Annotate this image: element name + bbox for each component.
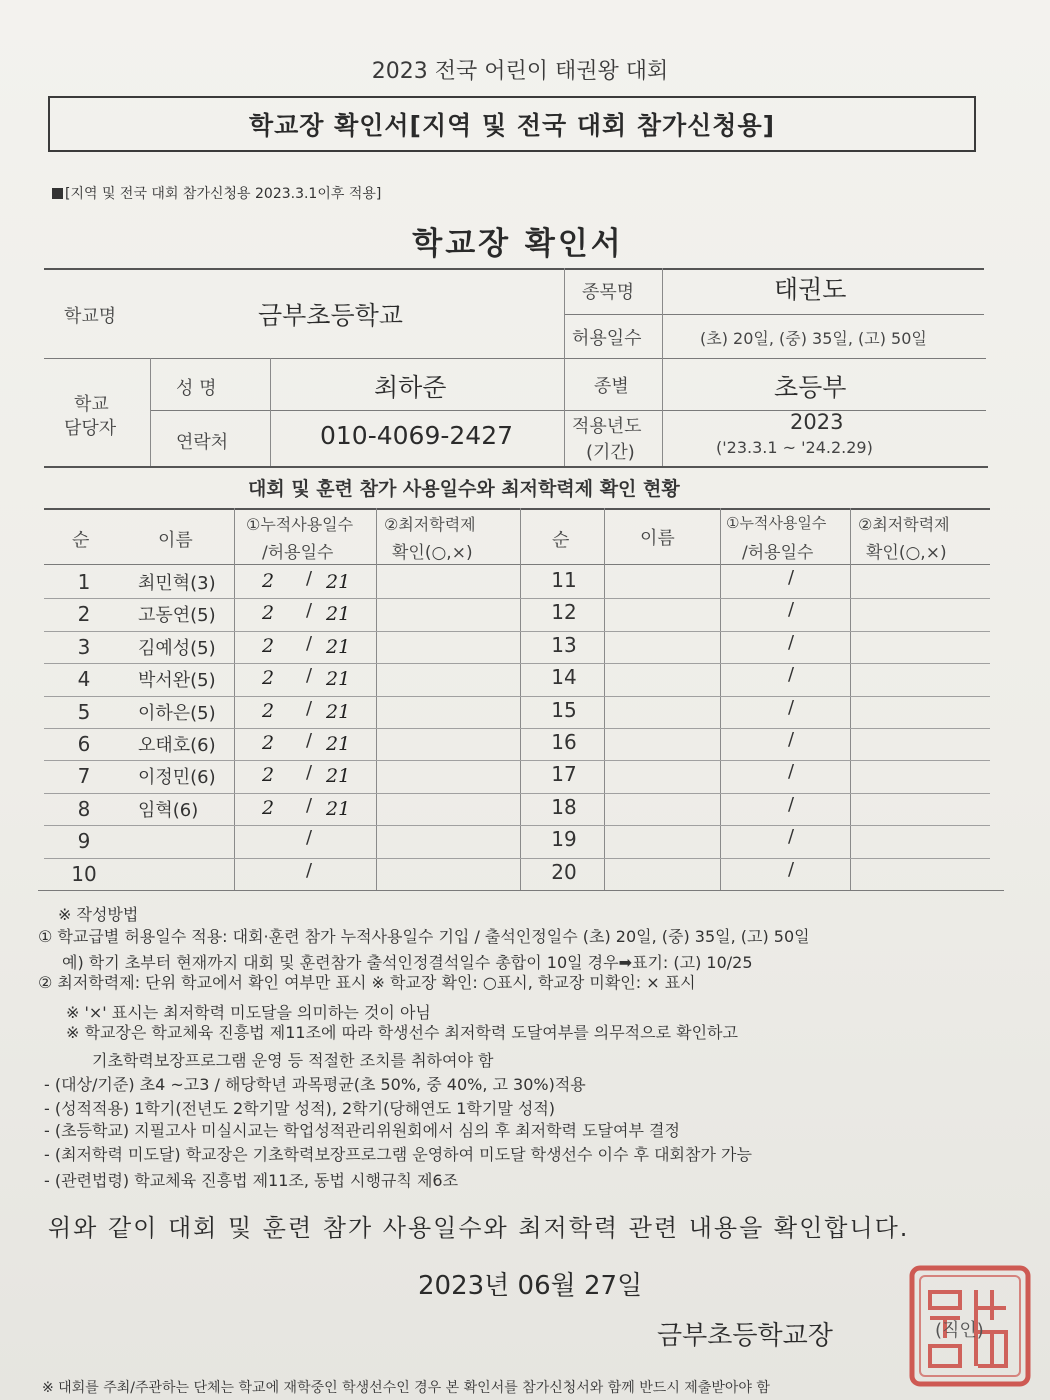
student-name: 임혁(6) <box>138 799 199 821</box>
slash-separator: / <box>788 761 795 783</box>
footer-note: ※ 대회를 주최/주관하는 단체는 학교에 재학중인 학생선수인 경우 본 확인서를 참가신청서와 함께 반드시 제출받아야 함 <box>42 1380 770 1396</box>
guide-line: - (대상/기준) 초4 ~고3 / 해당학년 과목평균(초 50%, 중 40%, 고 30%)적용 <box>44 1075 586 1094</box>
info-line <box>44 358 986 359</box>
table-row-line <box>44 696 990 697</box>
status-heading: 대회 및 훈련 참가 사용일수와 최저학력제 확인 현황 <box>248 478 680 500</box>
allowed-days: 21 <box>326 765 351 788</box>
school-label: 학교명 <box>64 306 117 327</box>
guide-line: 예) 학기 초부터 현재까지 대회 및 훈련참가 출석인정결석일수 총합이 10일 경우➡표기: (고) 10/25 <box>62 953 753 972</box>
header-days-right-2: /허용일수 <box>742 543 814 563</box>
slash-separator: / <box>306 730 313 751</box>
student-name: 김예성(5) <box>138 637 216 659</box>
slash-separator: / <box>788 858 795 880</box>
slash-separator: / <box>788 696 795 718</box>
slash-separator: / <box>306 697 313 719</box>
row-number: 18 <box>551 794 577 819</box>
slash-separator: / <box>306 762 313 784</box>
header-no-right: 순 <box>552 530 570 551</box>
row-number: 16 <box>551 730 577 754</box>
row-number: 9 <box>77 829 91 854</box>
row-number: 6 <box>77 732 91 756</box>
table-row-line <box>44 598 990 599</box>
used-days: 2 <box>262 634 275 657</box>
used-days: 2 <box>262 699 275 722</box>
row-number: 13 <box>551 632 577 657</box>
student-name: 이하은(5) <box>138 702 216 724</box>
guide-line: ② 최저학력제: 단위 학교에서 확인 여부만 표시 ※ 학교장 확인: ○표시, 학교장 미확인: × 표시 <box>38 973 696 992</box>
period-value: ('23.3.1 ~ '24.2.29) <box>716 438 873 457</box>
guide-line: 기초학력보장프로그램 운영 등 적절한 조치를 취하여야 함 <box>92 1051 494 1070</box>
row-number: 15 <box>551 697 577 722</box>
slash-separator: / <box>788 664 795 686</box>
division-value: 초등부 <box>774 373 847 402</box>
allowed-value: (초) 20일, (중) 35일, (고) 50일 <box>700 329 927 348</box>
row-number: 2 <box>77 602 91 627</box>
form-note <box>52 183 381 203</box>
seal-mark: (직인) <box>935 1320 984 1341</box>
row-number: 12 <box>551 600 577 625</box>
form-title-box: 학교장 확인서[지역 및 전국 대회 참가신청용] <box>48 96 976 152</box>
info-divider <box>150 358 151 466</box>
info-line <box>564 314 984 315</box>
header-check-right-1: ②최저학력제 <box>858 515 950 534</box>
info-divider <box>270 358 271 466</box>
event-title: 2023 전국 어린이 태권왕 대회 <box>371 59 669 84</box>
row-number: 8 <box>77 796 91 821</box>
row-number: 17 <box>551 762 577 787</box>
used-days: 2 <box>262 732 275 754</box>
table-row-line <box>44 760 990 761</box>
row-number: 11 <box>551 568 577 592</box>
slash-separator: / <box>788 793 795 815</box>
allowed-days: 21 <box>326 635 351 658</box>
header-days-left-1: ①누적사용일수 <box>246 515 354 534</box>
student-name: 이정민(6) <box>138 767 216 789</box>
slash-separator: / <box>788 729 795 750</box>
status-table-bottom <box>38 890 1004 891</box>
row-number: 14 <box>551 665 577 690</box>
slash-separator: / <box>306 827 313 849</box>
student-name: 고동연(5) <box>138 605 216 627</box>
staff-label-1: 학교 <box>74 394 109 415</box>
guide-line: ※ '×' 표시는 최저학력 미도달을 의미하는 것이 아님 <box>66 1003 431 1022</box>
slash-separator: / <box>788 567 795 588</box>
allowed-days: 21 <box>326 797 351 820</box>
principal-signature-line: 금부초등학교장 <box>657 1321 833 1351</box>
header-days-left-2: /허용일수 <box>262 543 334 563</box>
used-days: 2 <box>262 764 275 787</box>
status-divider <box>234 508 235 890</box>
slash-separator: / <box>788 599 795 621</box>
issue-date: 2023년 06월 27일 <box>418 1271 643 1301</box>
school-value: 금부초등학교 <box>258 301 403 330</box>
status-divider <box>720 508 721 890</box>
row-number: 5 <box>77 699 91 724</box>
row-number: 10 <box>71 861 97 886</box>
allowed-days: 21 <box>326 668 351 691</box>
row-number: 7 <box>77 764 91 789</box>
header-check-left-2: 확인(○,×) <box>392 543 473 563</box>
header-name-right: 이름 <box>640 528 675 549</box>
info-divider <box>662 268 663 466</box>
allowed-days: 21 <box>326 700 351 723</box>
header-check-right-2: 확인(○,×) <box>866 543 947 563</box>
slash-separator: / <box>306 794 313 816</box>
slash-separator: / <box>788 631 795 653</box>
status-table-header-line <box>44 564 990 565</box>
row-number: 19 <box>551 827 577 852</box>
table-row-line <box>44 858 990 859</box>
status-divider <box>520 508 521 890</box>
header-name-left: 이름 <box>158 530 193 551</box>
guide-line: - (최저학력 미도달) 학교장은 기초학력보장프로그램 운영하여 미도달 학생선수 이수 후 대회참가 가능 <box>44 1145 752 1164</box>
used-days: 2 <box>262 570 275 592</box>
row-number: 1 <box>77 570 91 594</box>
table-row-line <box>44 793 990 794</box>
row-number: 20 <box>551 859 577 884</box>
info-bottom-border <box>44 466 988 468</box>
header-days-right-1: ①누적사용일수 <box>726 514 827 532</box>
allowed-days: 21 <box>326 733 351 755</box>
staff-label-2: 담당자 <box>64 418 117 439</box>
name-label: 성 명 <box>176 378 217 399</box>
name-value: 최하준 <box>374 373 447 402</box>
row-number: 4 <box>77 667 91 692</box>
info-line <box>150 410 986 411</box>
student-name: 박서완(5) <box>138 670 216 692</box>
student-name: 최민혁(3) <box>138 573 216 594</box>
form-note-text: [지역 및 전국 대회 참가신청용 2023.3.1이후 적용] <box>65 186 382 202</box>
guide-title: ※ 작성방법 <box>58 905 139 924</box>
used-days: 2 <box>262 602 275 625</box>
row-number: 3 <box>77 634 91 659</box>
division-label: 종별 <box>594 376 629 397</box>
year-label-1: 적용년도 <box>572 416 642 437</box>
status-divider <box>604 508 605 890</box>
used-days: 2 <box>262 796 275 819</box>
guide-line: - (관련법령) 학교체육 진흥법 제11조, 동법 시행규칙 제6조 <box>44 1171 459 1190</box>
status-divider <box>850 508 851 890</box>
allowed-days: 21 <box>326 571 351 593</box>
year-label-2: (기간) <box>586 442 635 463</box>
guide-line: ※ 학교장은 학교체육 진흥법 제11조에 따라 학생선수 최저학력 도달여부를 의무적으로 확인하고 <box>66 1023 738 1042</box>
slash-separator: / <box>306 568 313 589</box>
document-heading: 학교장 확인서 <box>412 226 624 262</box>
slash-separator: / <box>306 600 313 622</box>
slash-separator: / <box>788 826 795 848</box>
used-days: 2 <box>262 667 275 690</box>
event-label: 종목명 <box>582 282 635 303</box>
year-value: 2023 <box>790 410 844 434</box>
square-bullet-icon <box>52 188 63 199</box>
contact-value: 010-4069-2427 <box>320 421 514 450</box>
table-row-line <box>44 728 990 729</box>
status-table-top <box>44 508 990 510</box>
student-name: 오태호(6) <box>138 735 216 756</box>
slash-separator: / <box>306 665 313 687</box>
allowed-days: 21 <box>326 603 351 626</box>
allowed-label: 허용일수 <box>572 328 642 349</box>
header-no-left: 순 <box>72 530 90 551</box>
contact-label: 연락처 <box>176 432 229 453</box>
slash-separator: / <box>306 632 313 654</box>
guide-line: - (초등학교) 지필고사 미실시교는 학업성적관리위원회에서 심의 후 최저학력 도달여부 결정 <box>44 1121 680 1140</box>
info-divider <box>564 268 565 466</box>
table-row-line <box>44 825 990 826</box>
status-divider <box>376 508 377 890</box>
confirm-statement: 위와 같이 대회 및 훈련 참가 사용일수와 최저학력 관련 내용을 확인합니다. <box>48 1214 910 1242</box>
table-row-line <box>44 663 990 664</box>
guide-line: - (성적적용) 1학기(전년도 2학기말 성적), 2학기(당해연도 1학기말 성적) <box>44 1099 556 1118</box>
event-value: 태권도 <box>774 275 847 304</box>
guide-line: ① 학교급별 허용일수 적용: 대회·훈련 참가 누적사용일수 기입 / 출석인정일수 (초) 20일, (중) 35일, (고) 50일 <box>38 927 810 946</box>
header-check-left-1: ②최저학력제 <box>384 515 476 534</box>
slash-separator: / <box>306 859 313 881</box>
table-row-line <box>44 631 990 632</box>
